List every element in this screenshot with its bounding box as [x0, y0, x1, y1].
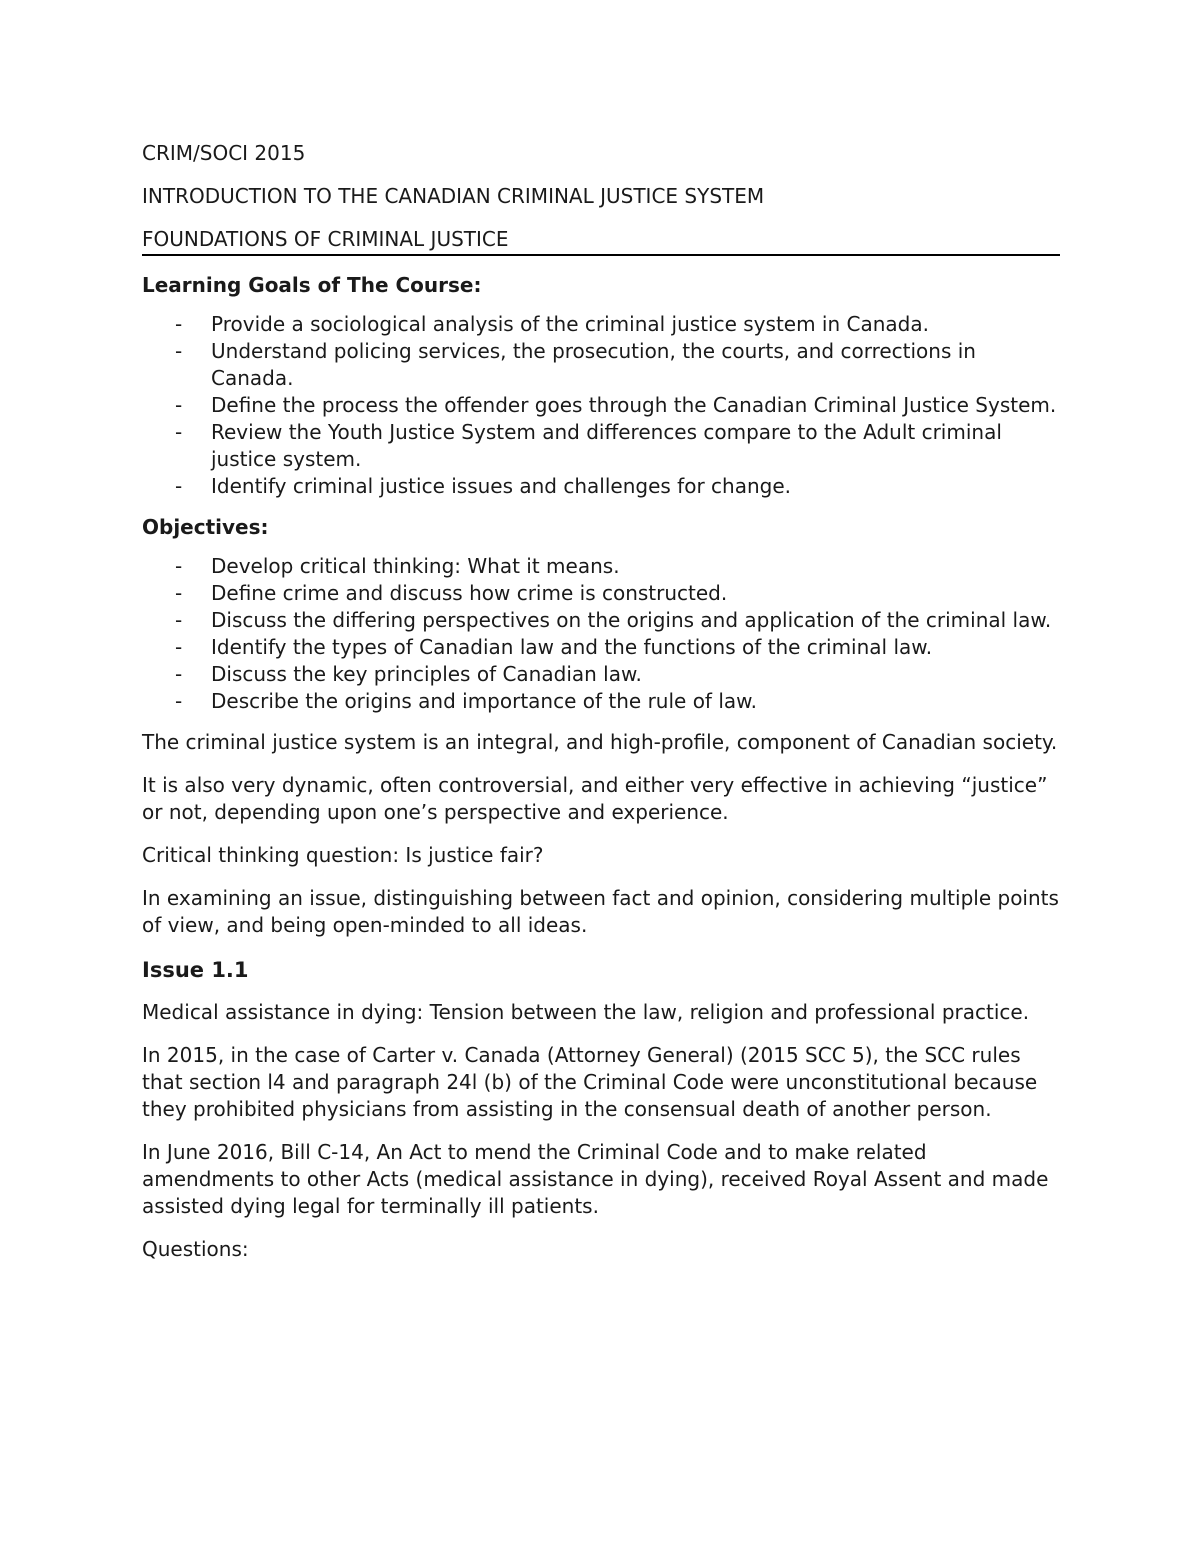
dash-bullet: -: [175, 608, 183, 632]
dash-bullet: -: [175, 393, 183, 417]
list-item: [142, 419, 1060, 473]
list-item-text: Provide a sociological analysis of the criminal justice system in Canada.: [211, 312, 929, 336]
list-item-text: Discuss the key principles of Canadian law.: [211, 662, 642, 686]
questions-label: Questions:: [142, 1237, 249, 1261]
course-code: CRIM/SOCI 2015: [142, 141, 306, 165]
list-item-text: Review the Youth Justice System and differences compare to the Adult criminal justice system.: [211, 420, 1002, 471]
document-page: [142, 138, 1060, 1279]
objectives-list: [142, 553, 1060, 715]
paragraph: In examining an issue, distinguishing between fact and opinion, considering multiple points of view, and being open-minded to all ideas.: [142, 886, 1059, 937]
dash-bullet: -: [175, 635, 183, 659]
issue-heading: Issue 1.1: [142, 958, 249, 982]
issue-paragraph: In June 2016, Bill C-14, An Act to mend the Criminal Code and to make related amendments to other Acts (medical assistance in dying), received Royal Assent and made assisted dying legal for terminally ill patients.: [142, 1140, 1049, 1218]
list-item-text: Describe the origins and importance of the rule of law.: [211, 689, 758, 713]
list-item-text: Understand policing services, the prosecution, the courts, and corrections in Canada.: [211, 339, 976, 390]
list-item-text: Develop critical thinking: What it means.: [211, 554, 620, 578]
list-item: [142, 688, 1060, 715]
list-item: [142, 607, 1060, 634]
dash-bullet: -: [175, 689, 183, 713]
list-item: [142, 580, 1060, 607]
list-item-text: Identify the types of Canadian law and the functions of the criminal law.: [211, 635, 933, 659]
dash-bullet: -: [175, 312, 183, 336]
list-item: [142, 311, 1060, 338]
list-item-text: Define crime and discuss how crime is constructed.: [211, 581, 728, 605]
dash-bullet: -: [175, 554, 183, 578]
list-item-text: Identify criminal justice issues and challenges for change.: [211, 474, 791, 498]
list-item-text: Discuss the differing perspectives on the origins and application of the criminal law.: [211, 608, 1052, 632]
list-item: [142, 661, 1060, 688]
paragraph: It is also very dynamic, often controversial, and either very effective in achieving “justice” or not, depending upon one’s perspective and experience.: [142, 773, 1048, 824]
course-title: INTRODUCTION TO THE CANADIAN CRIMINAL JUSTICE SYSTEM: [142, 184, 765, 208]
learning-goals-heading: Learning Goals of The Course:: [142, 273, 482, 297]
critical-thinking-question: Critical thinking question: Is justice fair?: [142, 843, 544, 867]
list-item: [142, 338, 1060, 392]
dash-bullet: -: [175, 474, 183, 498]
dash-bullet: -: [175, 339, 183, 363]
paragraph: The criminal justice system is an integral, and high-profile, component of Canadian society.: [142, 730, 1058, 754]
list-item: [142, 473, 1060, 500]
issue-paragraph: Medical assistance in dying: Tension between the law, religion and professional practice.: [142, 1000, 1030, 1024]
dash-bullet: -: [175, 662, 183, 686]
dash-bullet: -: [175, 420, 183, 444]
issue-paragraph: In 2015, in the case of Carter v. Canada (Attorney General) (2015 SCC 5), the SCC rules that section l4 and paragraph 24l (b) of the Criminal Code were unconstitutional because they prohibited physicians from assisting in the consensual death of another person.: [142, 1043, 1038, 1121]
list-item: [142, 392, 1060, 419]
list-item: [142, 634, 1060, 661]
section-title: FOUNDATIONS OF CRIMINAL JUSTICE: [142, 224, 1060, 256]
list-item: [142, 553, 1060, 580]
list-item-text: Define the process the offender goes through the Canadian Criminal Justice System.: [211, 393, 1057, 417]
objectives-heading: Objectives:: [142, 515, 269, 539]
dash-bullet: -: [175, 581, 183, 605]
learning-goals-list: [142, 311, 1060, 500]
